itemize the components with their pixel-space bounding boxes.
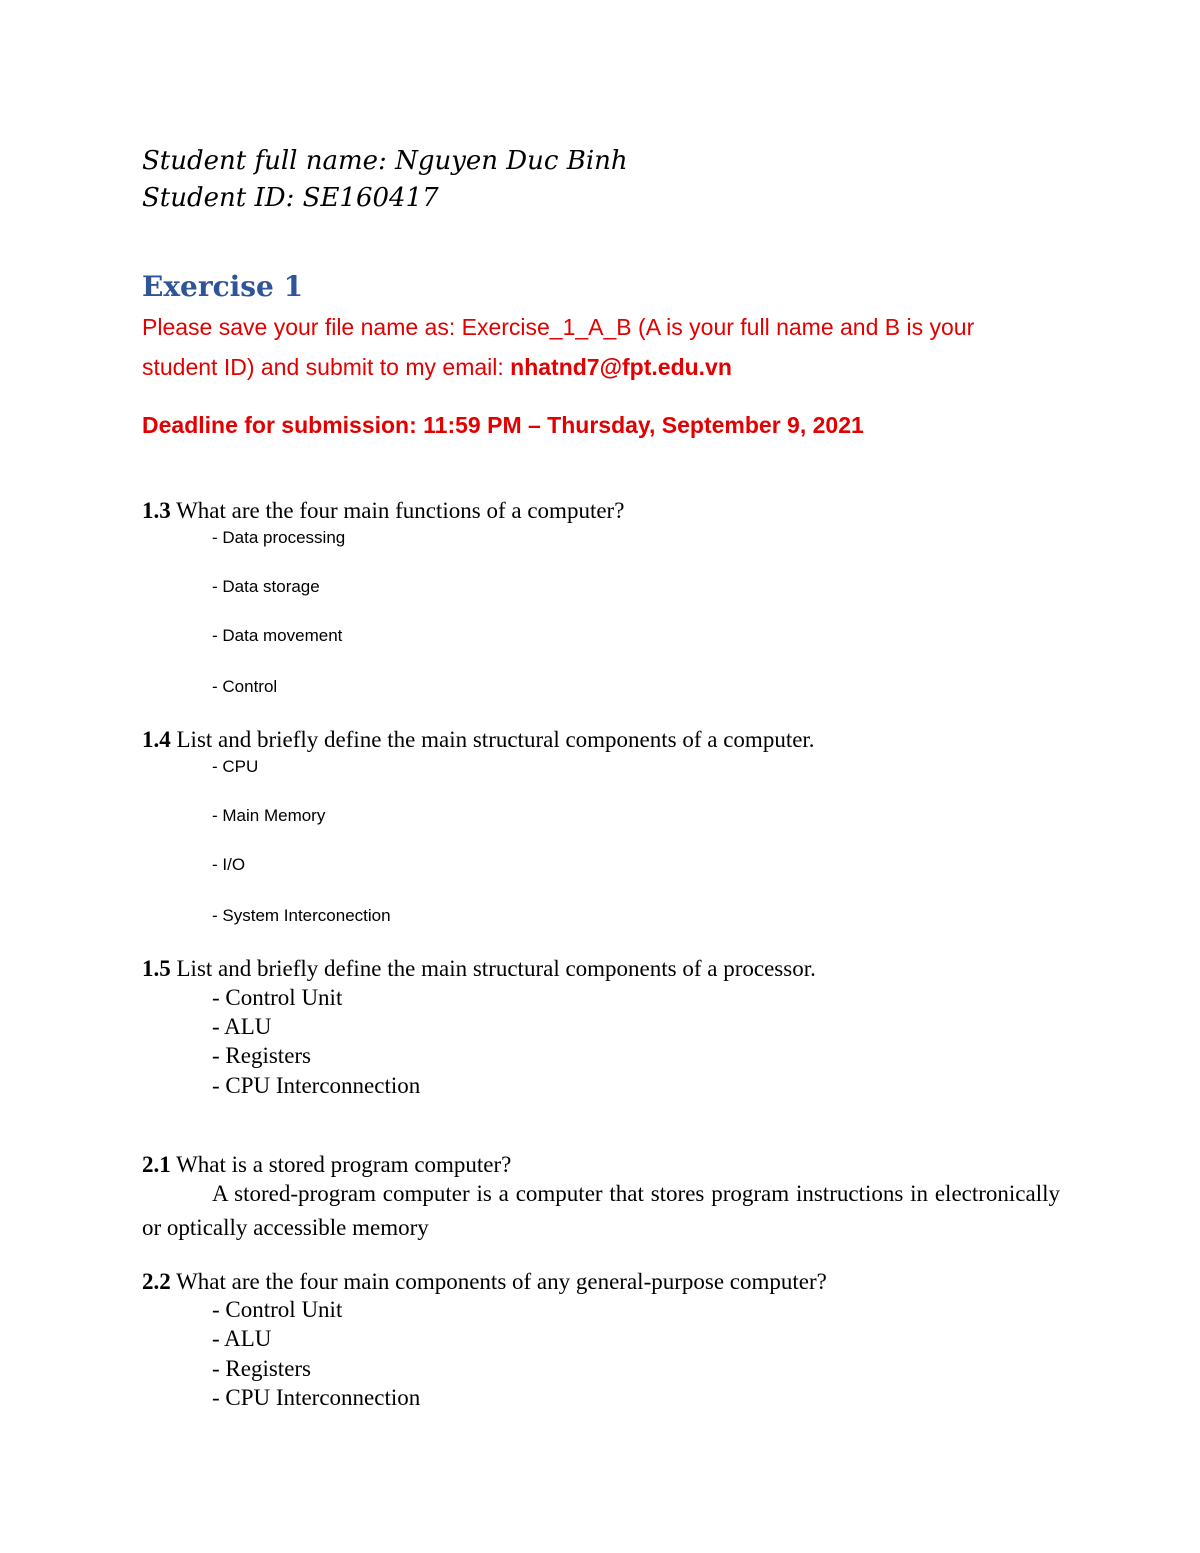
instruction-line-2 [142,354,732,381]
list-item: - Main Memory [212,806,326,825]
question-number: 2.2 [142,1269,171,1294]
question-number: 1.3 [142,498,171,523]
instruction-line-2-text: student ID) and submit to my email: [142,354,511,380]
answer-paragraph: A stored-program computer is a computer that stores program instructions in electronically or optically accessible memory [142,1181,1060,1240]
question-text: List and briefly define the main structural components of a computer. [170,727,815,752]
list-item: - Control [212,677,278,696]
list-item: - Data processing [212,528,346,547]
question-number: 1.4 [142,727,171,752]
question-number: 1.5 [142,956,171,981]
list-item: - Control Unit [212,985,343,1010]
list-item: - Registers [212,1043,312,1068]
list-item: - ALU [212,1014,272,1039]
list-item: - Data storage [212,577,320,596]
student-id: Student ID: SE160417 [142,183,439,213]
question-2-2 [142,1269,827,1295]
question-1-3 [142,498,624,524]
list-item: - ALU [212,1326,272,1351]
question-1-5 [142,956,816,982]
list-item: - System Interconection [212,906,391,925]
question-text: List and briefly define the main structural components of a processor. [170,956,816,981]
list-item: - CPU Interconnection [212,1073,421,1098]
student-name: Student full name: Nguyen Duc Binh [142,146,628,176]
list-item: - Data movement [212,626,343,645]
question-text: What are the four main components of any general-purpose computer? [170,1269,827,1294]
list-item: - Control Unit [212,1297,343,1322]
list-item: - I/O [212,855,246,874]
question-2-1 [142,1152,511,1178]
instruction-line-1: Please save your file name as: Exercise_1_A_B (A is your full name and B is your [142,314,975,340]
question-number: 2.1 [142,1152,171,1177]
question-text: What is a stored program computer? [170,1152,512,1177]
question-1-4 [142,727,815,753]
question-text: What are the four main functions of a computer? [170,498,625,523]
list-item: - CPU [212,757,259,776]
list-item: - CPU Interconnection [212,1385,421,1410]
exercise-title: Exercise 1 [142,270,304,303]
deadline: Deadline for submission: 11:59 PM – Thursday, September 9, 2021 [142,412,864,438]
email-address[interactable]: nhatnd7@fpt.edu.vn [510,354,732,380]
list-item: - Registers [212,1356,312,1381]
